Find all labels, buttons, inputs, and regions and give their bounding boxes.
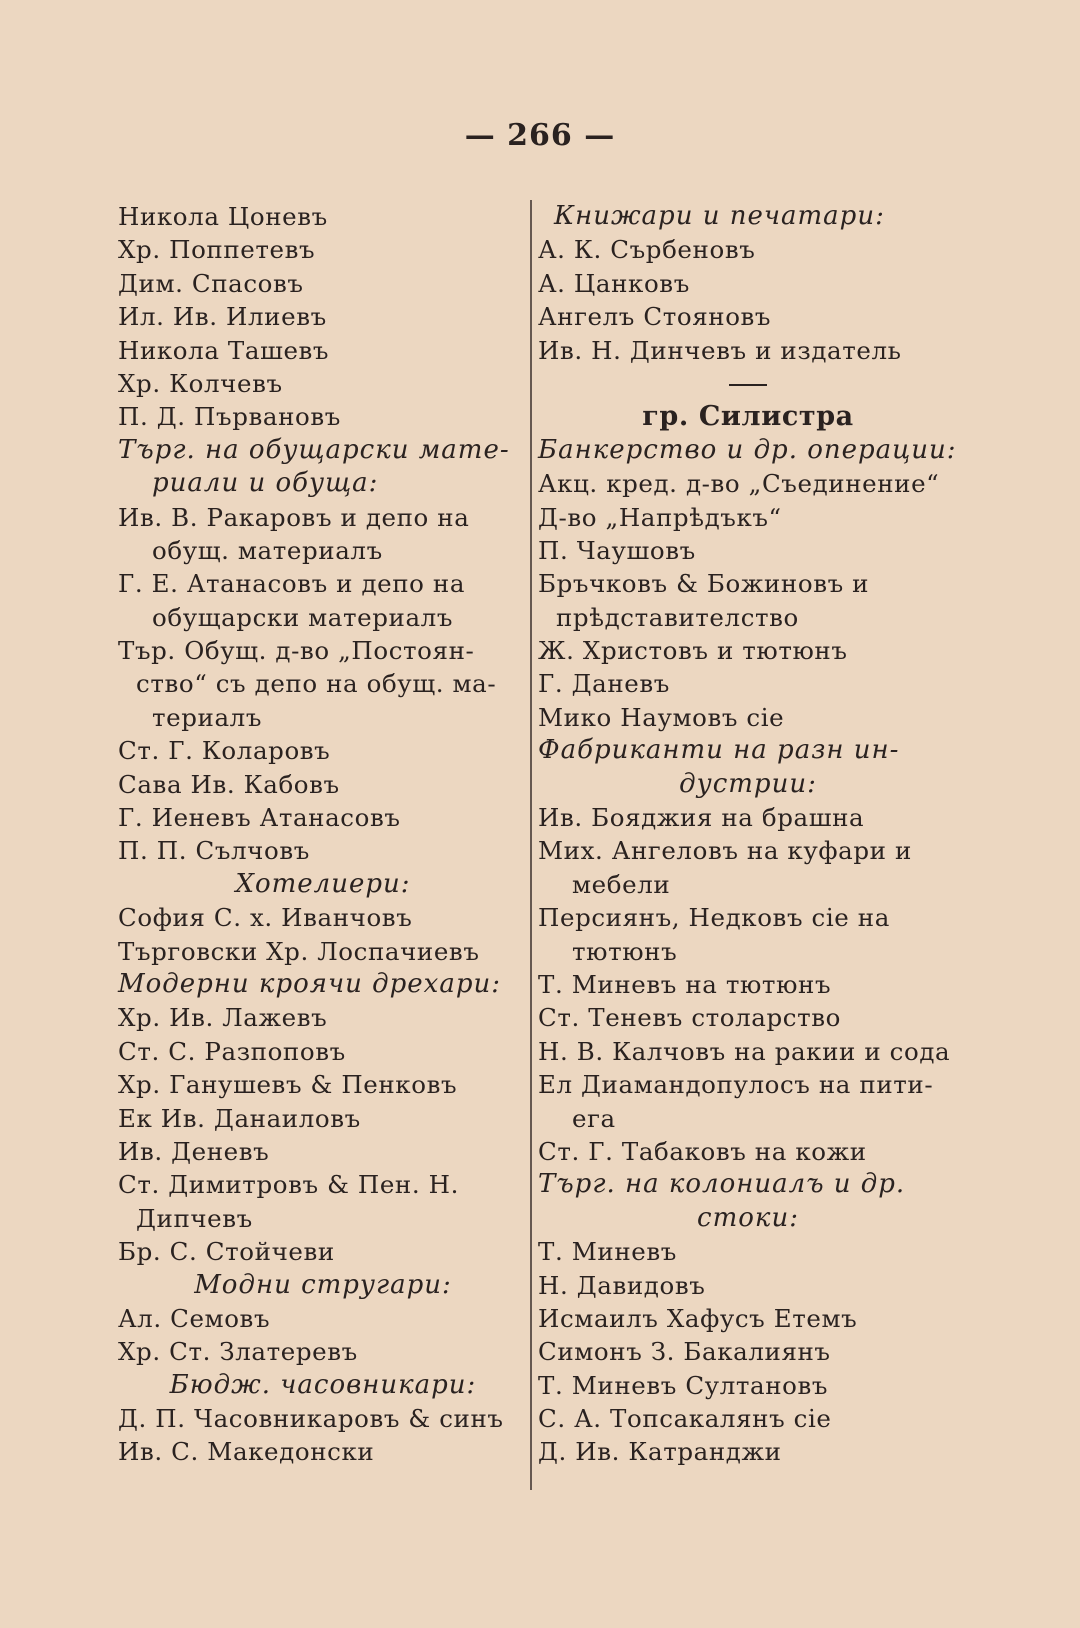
directory-entry: Симонъ З. Бакалиянъ [538,1337,831,1367]
directory-entry: Т. Миневъ на тютюнъ [538,969,832,999]
directory-entry: Хр. Колчевъ [118,368,283,398]
directory-entry: Хр. Поппетевъ [118,235,316,265]
directory-entry: Ст. С. Разпоповъ [118,1036,346,1066]
section-heading: дустрии: [679,768,817,799]
directory-entry: Ст. Г. Коларовъ [118,736,331,766]
directory-entry: Г. Е. Атанасовъ и депо на [118,569,466,599]
section-heading: Търг. на обущарски мате- [118,434,510,465]
directory-entry: П. Д. Първановъ [118,402,341,432]
section-heading: Модни стругари: [194,1269,452,1300]
directory-entry: Тър. Обущ. д-во „Постоян- [118,636,475,666]
directory-entry: Ив. Н. Динчевъ и издатель [538,335,902,365]
section-separator [538,367,958,400]
directory-entry: Ал. Семовъ [118,1303,271,1333]
directory-entry: обущ. материалъ [152,535,383,565]
city-heading: гр. Силистра [642,401,854,433]
left-column [118,200,528,1469]
right-column [538,200,958,1469]
directory-entry: прѣдставителство [556,602,799,632]
section-heading: Фабриканти на разн ин- [538,735,900,766]
section-heading: Хотелиери: [235,868,411,899]
directory-entry: мебели [572,869,671,899]
separator-dash [729,384,767,386]
directory-entry: Ив. Деневъ [118,1136,270,1166]
column-divider [530,200,532,1490]
section-heading: Книжари и печатари: [554,201,885,231]
directory-entry: Н. В. Калчовъ на ракии и сода [538,1036,951,1066]
directory-entry: Дим. Спасовъ [118,268,304,298]
directory-entry: Исмаилъ Хафусъ Етемъ [538,1303,858,1333]
section-heading: стоки: [697,1202,799,1233]
directory-entry: Ст. Димитровъ & Пен. Н. [118,1170,459,1200]
directory-entry: Мих. Ангеловъ на куфари и [538,836,912,866]
section-heading: Банкерство и др. операции: [538,434,957,465]
directory-entry: Ж. Христовъ и тютюнъ [538,636,848,666]
directory-entry: Т. Миневъ Султановъ [538,1370,829,1400]
directory-entry: Д. П. Часовникаровъ & синъ [118,1404,504,1434]
directory-entry: Д. Ив. Катранджи [538,1437,782,1467]
directory-entry: Сава Ив. Кабовъ [118,769,340,799]
directory-entry: Хр. Ганушевъ & Пенковъ [118,1070,458,1100]
directory-entry: Никола Цоневъ [118,202,328,231]
directory-entry: Ив. С. Македонски [118,1437,375,1467]
directory-entry: Никола Ташевъ [118,335,330,365]
directory-entry: териалъ [152,702,263,732]
directory-entry: ство“ съ депо на обущ. ма- [136,669,497,699]
directory-entry: Н. Давидовъ [538,1270,706,1300]
directory-entry: София С. х. Иванчовъ [118,903,413,933]
directory-entry: Ангелъ Стояновъ [538,302,772,332]
directory-entry: обущарски материалъ [152,602,454,632]
section-heading: Бюдж. часовникари: [169,1369,477,1400]
directory-entry: Дипчевъ [136,1203,253,1233]
directory-entry: Акц. кред. д-во „Съединение“ [538,469,940,499]
directory-entry: Бр. С. Стойчеви [118,1237,335,1267]
directory-entry: Мико Наумовъ сiе [538,702,785,732]
directory-entry: Ил. Ив. Илиевъ [118,302,327,332]
directory-entry: Д-во „Напрѣдъкъ“ [538,502,782,532]
directory-entry: Хр. Ив. Лажевъ [118,1003,328,1033]
directory-entry: П. П. Сълчовъ [118,836,310,866]
directory-entry: Ел Диамандопулосъ на пити- [538,1070,934,1100]
directory-entry: Бръчковъ & Божиновъ и [538,569,870,599]
directory-entry: А. Цанковъ [538,268,690,298]
directory-entry: П. Чаушовъ [538,535,696,565]
section-heading: риали и обуща: [152,468,379,499]
directory-entry: Ив. В. Ракаровъ и депо на [118,502,470,532]
directory-entry: ега [572,1103,616,1133]
directory-entry: Хр. Ст. Златеревъ [118,1337,358,1367]
section-heading: Модерни кроячи дрехари: [118,968,501,999]
directory-entry: Т. Миневъ [538,1237,677,1267]
directory-entry: Персиянъ, Недковъ сiе на [538,903,890,933]
directory-entry: А. К. Сърбеновъ [538,235,756,265]
directory-entry: Ек Ив. Данаиловъ [118,1103,361,1133]
directory-entry: Г. Даневъ [538,669,670,699]
section-heading: Търг. на колониалъ и др. [538,1169,906,1200]
directory-entry: Г. Иеневъ Атанасовъ [118,803,401,833]
directory-entry: Ив. Бояджия на брашна [538,803,865,833]
directory-entry: Търговски Хр. Лоспачиевъ [118,936,480,966]
page-number: — 266 — [464,118,616,153]
directory-entry: С. А. Топсакалянъ сiе [538,1404,832,1434]
directory-entry: Ст. Теневъ столарство [538,1003,842,1033]
directory-entry: тютюнъ [572,936,678,966]
directory-entry: Ст. Г. Табаковъ на кожи [538,1136,867,1166]
